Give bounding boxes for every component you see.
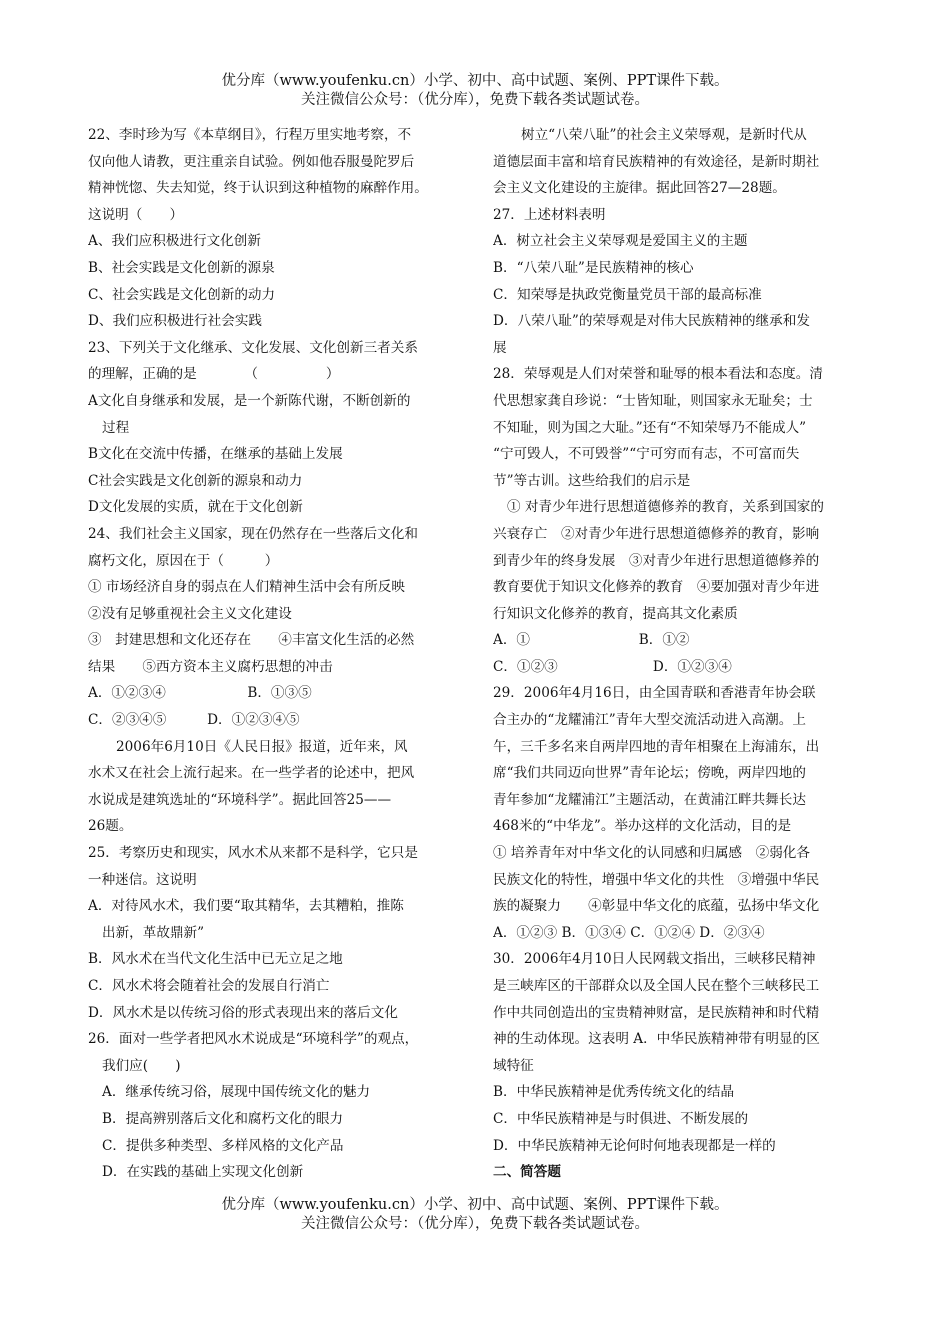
text-line: C．①②③ D．①②③④ bbox=[493, 658, 732, 675]
text-line: B．中华民族精神是优秀传统文化的结晶 bbox=[493, 1084, 735, 1101]
text-line: 道德层面丰富和培育民族精神的有效途径，是新时期社 bbox=[493, 153, 820, 170]
text-line: D．风水术是以传统习俗的形式表现出来的落后文化 bbox=[88, 1004, 398, 1021]
text-line: 腐朽文化，原因在于（ ） bbox=[88, 552, 279, 569]
text-line: 这说明（ ） bbox=[88, 206, 184, 223]
text-line: B、社会实践是文化创新的源泉 bbox=[88, 259, 275, 276]
footer-banner bbox=[0, 1196, 950, 1234]
text-line: 到青少年的终身发展 ③对青少年进行思想道德修养的 bbox=[493, 552, 820, 569]
text-line: ③ 封建思想和文化还存在 ④丰富文化生活的必然 bbox=[88, 632, 415, 649]
text-line: ②没有足够重视社会主义文化建设 bbox=[88, 605, 292, 622]
text-line: A．对待风水术，我们要“取其精华，去其糟粕，推陈 bbox=[88, 898, 404, 915]
text-line: 一种迷信。这说明 bbox=[88, 871, 197, 888]
text-line: D文化发展的实质，就在于文化创新 bbox=[88, 499, 303, 516]
text-line: A．继承传统习俗，展现中国传统文化的魅力 bbox=[102, 1084, 371, 1101]
text-line: 树立“八荣八耻”的社会主义荣辱观，是新时代从 bbox=[521, 127, 807, 143]
text-line: B．“八荣八耻”是民族精神的核心 bbox=[493, 259, 694, 276]
text-line: 过程 bbox=[102, 419, 130, 436]
text-line: 水术又在社会上流行起来。在一些学者的论述中，把风 bbox=[88, 765, 415, 782]
text-line: 468米的“中华龙”。举办这样的文化活动，目的是 bbox=[493, 818, 792, 835]
text-line: A、我们应积极进行文化创新 bbox=[88, 233, 261, 250]
text-line: 合主办的“龙耀浦江”青年大型交流活动进入高潮。上 bbox=[493, 712, 806, 729]
text-line: 结果 ⑤西方资本主义腐朽思想的冲击 bbox=[88, 658, 333, 675]
text-line: 是三峡库区的干部群众以及全国人民在整个三峡移民工 bbox=[493, 978, 820, 994]
text-line: A．树立社会主义荣辱观是爱国主义的主题 bbox=[493, 233, 748, 250]
text-line: ① 培养青年对中华文化的认同感和归属感 ②弱化各 bbox=[493, 845, 810, 862]
text-line: B文化在交流中传播，在继承的基础上发展 bbox=[88, 446, 343, 463]
text-line: C．提供多种类型、多样风格的文化产品 bbox=[102, 1137, 344, 1154]
footer-line-1: 优分库（www.youfenku.cn）小学、初中、高中试题、案例、PPT课件下载。 bbox=[221, 1197, 729, 1213]
text-line: 30．2006年4月10日人民网载文指出，三峡移民精神 bbox=[493, 951, 816, 968]
text-line: 的理解，正确的是 （ ） bbox=[88, 366, 340, 383]
banner-line-1: 优分库（www.youfenku.cn）小学、初中、高中试题、案例、PPT课件下载。 bbox=[221, 73, 729, 89]
text-line: C．风水术将会随着社会的发展自行消亡 bbox=[88, 978, 330, 994]
text-line: C．②③④⑤ D．①②③④⑤ bbox=[88, 712, 300, 729]
footer-line-2: 关注微信公众号：（优分库），免费下载各类试题试卷。 bbox=[301, 1216, 649, 1232]
text-line: 神的生动体现。这表明 A．中华民族精神带有明显的区 bbox=[493, 1031, 820, 1048]
text-line: 精神恍惚、失去知觉，终于认识到这种植物的麻醉作用。 bbox=[88, 180, 428, 197]
text-line: D、我们应积极进行社会实践 bbox=[88, 313, 263, 330]
text-line: 兴衰存亡 ②对青少年进行思想道德修养的教育，影响 bbox=[493, 525, 820, 542]
text-line: 29．2006年4月16日，由全国青联和香港青年协会联 bbox=[493, 685, 816, 702]
text-line: 青年参加“龙耀浦江”主题活动，在黄浦江畔共舞长达 bbox=[493, 791, 806, 808]
text-line: D．八荣八耻”的荣辱观是对伟大民族精神的继承和发 bbox=[493, 313, 810, 330]
text-line: ① 对青少年进行思想道德修养的教育，关系到国家的 bbox=[507, 499, 824, 516]
text-line: C．知荣辱是执政党衡量党员干部的最高标准 bbox=[493, 286, 762, 303]
text-line: 25．考察历史和现实，风水术从来都不是科学，它只是 bbox=[88, 845, 418, 862]
text-line: 28．荣辱观是人们对荣誉和耻辱的根本看法和态度。清 bbox=[493, 366, 823, 383]
text-line: A．① B．①② bbox=[493, 632, 690, 649]
text-line: 26题。 bbox=[88, 818, 133, 835]
text-line: ① 市场经济自身的弱点在人们精神生活中会有所反映 bbox=[88, 579, 405, 596]
text-line: 展 bbox=[493, 339, 507, 356]
text-line: C．中华民族精神是与时俱进、不断发展的 bbox=[493, 1110, 749, 1127]
text-line: 24、我们社会主义国家，现在仍然存在一些落后文化和 bbox=[88, 525, 418, 542]
right-column bbox=[493, 122, 865, 1186]
text-line: B．风水术在当代文化生活中已无立足之地 bbox=[88, 951, 343, 968]
header-banner bbox=[0, 72, 950, 110]
text-line: 23、下列关于文化继承、文化发展、文化创新三者关系 bbox=[88, 339, 418, 356]
text-line: 节”等古训。这些给我们的启示是 bbox=[493, 472, 691, 489]
text-line: A．①②③④ B．①③⑤ bbox=[88, 685, 312, 702]
left-column bbox=[88, 122, 466, 1186]
text-line: C、社会实践是文化创新的动力 bbox=[88, 286, 276, 303]
text-line: 26．面对一些学者把风水术说成是“环境科学”的观点， bbox=[88, 1031, 419, 1048]
text-line: 族的凝聚力 ④彰显中华文化的底蕴，弘扬中华文化 bbox=[493, 898, 820, 915]
text-line: 不知耻，则为国之大耻。”还有“不知荣辱乃不能成人” bbox=[493, 419, 807, 436]
text-line: 午，三千多名来自两岸四地的青年相聚在上海浦东，出 bbox=[493, 738, 820, 755]
text-line: 仅向他人请教，更注重亲自试验。例如他吞服曼陀罗后 bbox=[88, 153, 415, 170]
text-line: “宁可毁人，不可毁誉”“宁可穷而有志，不可富而失 bbox=[493, 446, 800, 463]
text-line: B．提高辨别落后文化和腐朽文化的眼力 bbox=[102, 1110, 344, 1127]
text-line: 域特征 bbox=[493, 1057, 534, 1074]
text-line: 民族文化的特性，增强中华文化的共性 ③增强中华民 bbox=[493, 871, 820, 888]
text-line: 代思想家龚自珍说：“士皆知耻，则国家永无耻矣；士 bbox=[493, 392, 813, 409]
text-line: 作中共同创造出的宝贵精神财富，是民族精神和时代精 bbox=[493, 1004, 820, 1021]
text-line: C社会实践是文化创新的源泉和动力 bbox=[88, 472, 303, 489]
text-line: A文化自身继承和发展，是一个新陈代谢，不断创新的 bbox=[88, 392, 411, 409]
text-line: 我们应( ) bbox=[102, 1057, 181, 1074]
banner-line-2: 关注微信公众号：（优分库），免费下载各类试题试卷。 bbox=[301, 92, 649, 108]
text-line: D．中华民族精神无论何时何地表现都是一样的 bbox=[493, 1137, 776, 1154]
text-line: 教育要优于知识文化修养的教育 ④要加强对青少年进 bbox=[493, 579, 820, 596]
text-line: 会主义文化建设的主旋律。据此回答27—28题。 bbox=[493, 180, 786, 197]
text-line: 27．上述材料表明 bbox=[493, 206, 606, 223]
text-line: 出新，革故鼎新” bbox=[102, 924, 205, 941]
text-line: 2006年6月10日《人民日报》报道，近年来，风 bbox=[116, 738, 408, 755]
text-line: A．①②③ B．①③④ C．①②④ D．②③④ bbox=[493, 924, 765, 941]
text-line: 水说成是建筑选址的“环境科学”。据此回答25—— bbox=[88, 791, 392, 808]
text-line: 二、简答题 bbox=[493, 1164, 561, 1181]
text-line: 22、李时珍为写《本草纲目》，行程万里实地考察，不 bbox=[88, 127, 412, 143]
text-line: 行知识文化修养的教育，提高其文化素质 bbox=[493, 605, 738, 622]
text-line: D．在实践的基础上实现文化创新 bbox=[102, 1164, 304, 1181]
text-line: 席“我们共同迈向世界”青年论坛；傍晚，两岸四地的 bbox=[493, 765, 806, 782]
